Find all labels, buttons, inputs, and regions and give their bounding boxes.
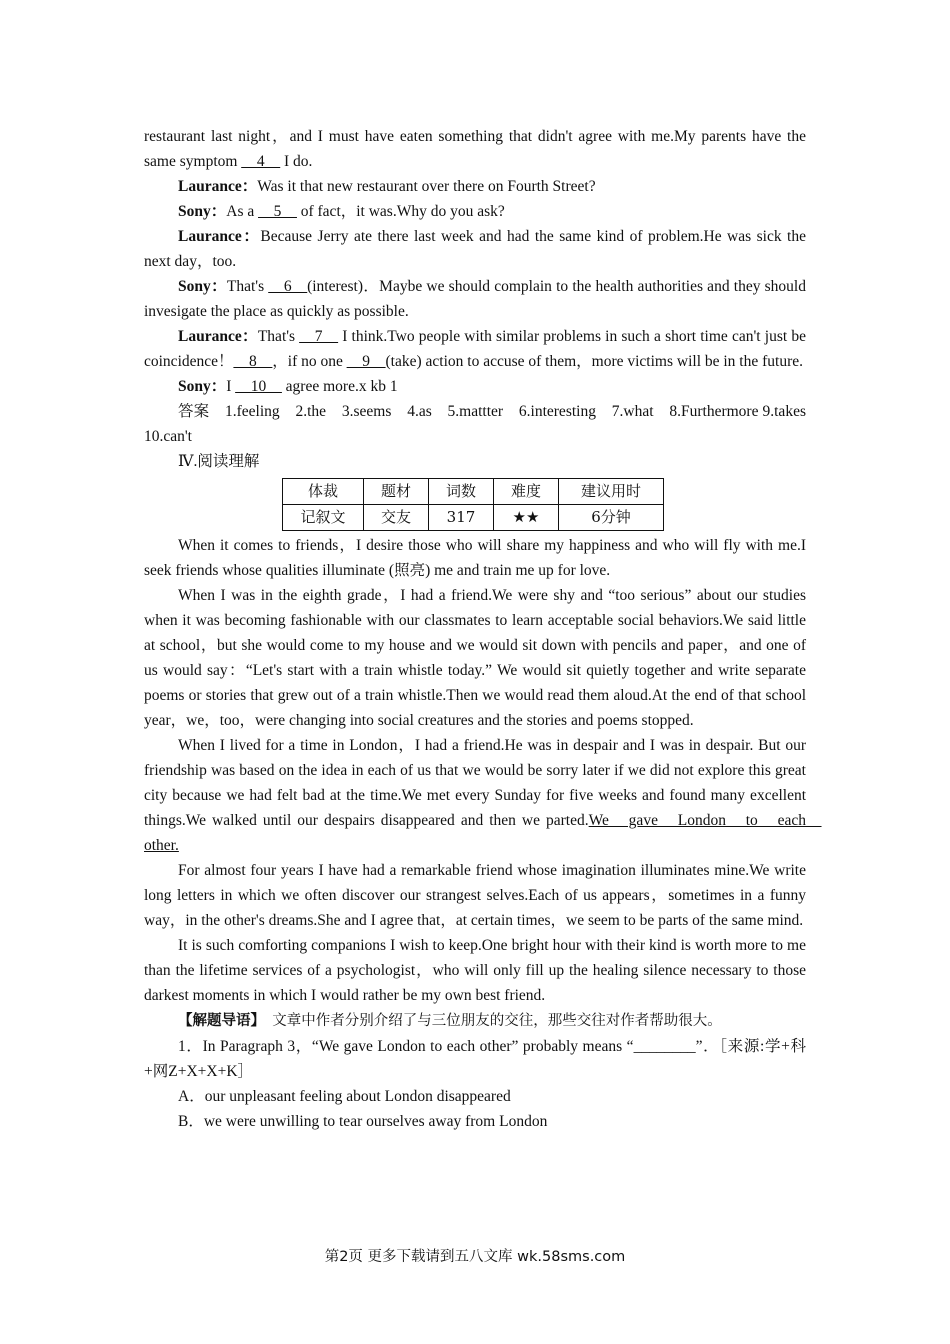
text: mptom bbox=[193, 153, 242, 170]
section-title: Ⅳ.阅读理解 bbox=[178, 453, 260, 470]
blank-10: __10__ bbox=[235, 378, 282, 395]
question-1-option-b: B．we were unwilling to tear ourselves away from London bbox=[178, 1113, 548, 1130]
dialog-line-sony bbox=[144, 374, 806, 399]
table-cell: 记叙文 bbox=[283, 505, 364, 531]
table-header-cell: 词数 bbox=[429, 479, 494, 505]
table-header-cell: 题材 bbox=[364, 479, 429, 505]
passage-info-table bbox=[282, 478, 664, 531]
speaker: Laurance： bbox=[178, 328, 258, 345]
dialog-line-sony bbox=[144, 274, 806, 324]
table-cell: ★★ bbox=[494, 505, 559, 531]
text: I think.Two people with si bbox=[338, 328, 507, 345]
text: agree more.x kb 1 bbox=[281, 378, 398, 395]
text: When I lived for a time in London，I had a friend.He was in despair and I was in despair. But our friendship was based on the idea in each of us that we would be sorry later if we did not explore this great city because we had felt bad at the time.We met every Sunday for five weeks and found many excellent things.We walked until our despairs disappeared and then we parted. bbox=[144, 737, 806, 829]
answer-text: 1.feeling 2.the 3.seems 4.as 5.mattter 6.interesting 7.what 8.Furthermore 9.takes 10.can't bbox=[144, 403, 822, 445]
table-header-cell: 难度 bbox=[494, 479, 559, 505]
text: Because Jerry ate there last week and had the same kind of problem.He was sick the next day，too. bbox=[144, 228, 806, 270]
table-header-row bbox=[283, 479, 664, 505]
table-row bbox=[283, 505, 664, 531]
table-cell: 交友 bbox=[364, 505, 429, 531]
text: I bbox=[226, 378, 236, 395]
blank-6: __6__ bbox=[268, 278, 308, 295]
text: restaurant last night，and I must have eaten something that didn't agree with me.My parents have the same sy bbox=[144, 128, 806, 170]
table-header-cell: 体裁 bbox=[283, 479, 364, 505]
answer-label: 答案 bbox=[178, 403, 210, 420]
blank-5: __5__ bbox=[258, 203, 297, 220]
passage-paragraph-1: When it comes to friends，I desire those who will share my happiness and who will fly with me.I seek friends whose qualities illuminate (照亮) me and train me up for love. bbox=[144, 537, 806, 579]
text: I do. bbox=[280, 153, 313, 170]
table-cell: 317 bbox=[429, 505, 494, 531]
speaker: Sony： bbox=[178, 278, 227, 295]
blank-7: __7__ bbox=[299, 328, 339, 345]
page-footer: 第2页 更多下载请到五八文库 wk.58sms.com bbox=[324, 1249, 626, 1265]
dialog-line-sony bbox=[144, 199, 806, 224]
speaker: Laurance： bbox=[178, 178, 258, 195]
blank-8: __8__ bbox=[233, 353, 273, 370]
table-cell: 6分钟 bbox=[559, 505, 664, 531]
text: of fact，it was.Why do you ask? bbox=[296, 203, 505, 220]
guide-text: 文章中作者分别介绍了与三位朋友的交往，那些交往对作者帮助很大。 bbox=[257, 1013, 722, 1029]
passage-paragraph-4: For almost four years I have had a remarkable friend whose imagination illuminates mine.We write long letters in which we often discover our strangest selves.Each of us appears，sometimes in a funny way，in the other's dreams.She and I agree that，at certain times，we seem to be parts of the same mind. bbox=[144, 862, 806, 929]
document-body bbox=[144, 124, 822, 1134]
passage-paragraph-3 bbox=[144, 733, 822, 858]
dialog-line-laurance bbox=[144, 174, 806, 199]
speaker: Sony： bbox=[178, 378, 227, 395]
text: That's bbox=[226, 278, 269, 295]
passage-paragraph-5: It is such comforting companions I wish to keep.One bright hour with their kind is worth more to me than the lifetime services of a psychologist，who will only fill up the healing silence necessary to those darkest moments in which I would rather be my own best friend. bbox=[144, 937, 806, 1004]
blank-9: __9__ bbox=[346, 353, 386, 370]
text: Was it that new restaurant over there on Fourth Street? bbox=[257, 178, 596, 195]
text: (interest)．Maybe we should complain to the health authorities and they should invesigate the place as quickly as possible. bbox=[144, 278, 806, 320]
question-1-option-a: A．our unpleasant feeling about London disappeared bbox=[178, 1088, 511, 1105]
dialog-line-laurance bbox=[144, 224, 806, 274]
reading-guide bbox=[144, 1008, 806, 1034]
answer-key bbox=[144, 399, 822, 449]
text: ，if no one bbox=[272, 353, 347, 370]
passage-paragraph-2: When I was in the eighth grade，I had a friend.We were shy and “too serious” about our studies when it was becoming fashionable with our classmates to learn acceptable social behaviors.We said little at school，but she would come to my house and we would sit down with pencils and paper，and one of us would say：“Let's start with a train whistle today.” We would sit quietly together and write separate poems or stories that grew out of a train whistle.Then we would read them aloud.At the end of that school year，we，too，were changing into social creatures and the stories and poems stopped. bbox=[144, 587, 806, 729]
question-1-stem: 1．In Paragraph 3，“We gave London to each other” probably means “________”．［来源:学+科+网Z+X+X+K］ bbox=[144, 1038, 806, 1080]
dialog-line-laurance bbox=[144, 324, 806, 374]
underlined-phrase: We gave London to each other. bbox=[144, 812, 822, 854]
text: That's bbox=[257, 328, 300, 345]
speaker: Sony： bbox=[178, 203, 227, 220]
dialog-line-continued bbox=[144, 124, 806, 174]
table-header-cell: 建议用时 bbox=[559, 479, 664, 505]
text: (take) action to accuse of them，more victims will be in the future. bbox=[385, 353, 804, 370]
speaker: Laurance： bbox=[178, 228, 261, 245]
blank-4: __4__ bbox=[241, 153, 281, 170]
text: As a bbox=[226, 203, 259, 220]
text: milar problems in such a short time can't just be coincidence！ bbox=[144, 328, 806, 370]
guide-label: 【解题导语】 bbox=[178, 1012, 258, 1029]
